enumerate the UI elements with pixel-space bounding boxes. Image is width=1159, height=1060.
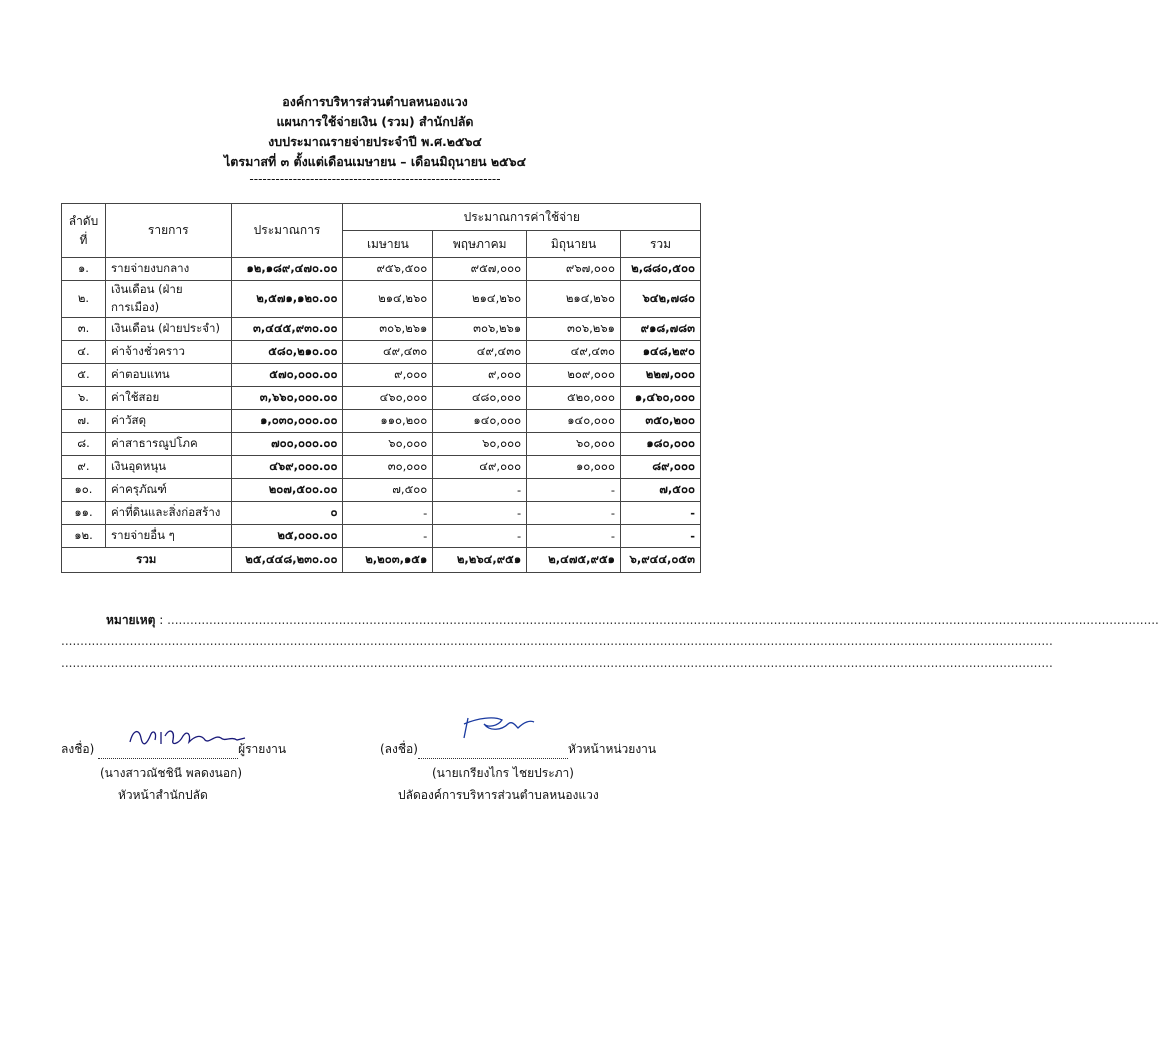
row-item: รายจ่ายงบกลาง [105, 258, 231, 281]
right-signer-name: (นายเกรียงไกร ไชยประภา) [432, 766, 574, 780]
table-row [62, 387, 701, 410]
row-june: ๑๔๐,๐๐๐ [527, 410, 621, 433]
right-handwritten-signature [458, 712, 538, 742]
row-estimate: ๓,๖๖๐,๐๐๐.๐๐ [231, 387, 343, 410]
row-no: ๘. [62, 433, 106, 456]
row-may: - [433, 525, 527, 548]
row-item: รายจ่ายอื่น ๆ [105, 525, 231, 548]
row-june: ๑๐,๐๐๐ [527, 456, 621, 479]
col-header-april: เมษายน [343, 231, 433, 258]
org-title: องค์การบริหารส่วนตำบลหนองแวง [282, 94, 468, 109]
row-no: ๖. [62, 387, 106, 410]
note-line-1 [61, 611, 1159, 630]
row-no: ๑๒. [62, 525, 106, 548]
table-row [62, 456, 701, 479]
row-june: ๖๐,๐๐๐ [527, 433, 621, 456]
table-row [62, 502, 701, 525]
row-june: - [527, 479, 621, 502]
row-may: ๙๕๗,๐๐๐ [433, 258, 527, 281]
col-header-estimate: ประมาณการ [231, 204, 343, 258]
col-header-no: ลำดับที่ [62, 204, 106, 258]
row-june: ๕๒๐,๐๐๐ [527, 387, 621, 410]
row-april: ๓๐,๐๐๐ [343, 456, 433, 479]
row-estimate: ๒๐๗,๕๐๐.๐๐ [231, 479, 343, 502]
col-header-may: พฤษภาคม [433, 231, 527, 258]
row-may: - [433, 479, 527, 502]
row-april: ๙,๐๐๐ [343, 364, 433, 387]
table-row [62, 433, 701, 456]
total-april: ๒,๒๐๓,๑๕๑ [343, 548, 433, 573]
row-may: ๔๙,๐๐๐ [433, 456, 527, 479]
row-item: ค่าใช้สอย [105, 387, 231, 410]
row-no: ๒. [62, 281, 106, 318]
row-april: ๔๖๐,๐๐๐ [343, 387, 433, 410]
row-no: ๑๑. [62, 502, 106, 525]
row-june: ๒๐๙,๐๐๐ [527, 364, 621, 387]
row-no: ๑๐. [62, 479, 106, 502]
left-signer-name: (นางสาวณัชชินี พลดงนอก) [100, 766, 242, 780]
table-row [62, 364, 701, 387]
right-signer-title: ปลัดองค์การบริหารส่วนตำบลหนองแวง [398, 788, 599, 802]
row-april: ๒๑๔,๒๖๐ [343, 281, 433, 318]
table-total-row [62, 548, 701, 573]
row-total: ๘๙,๐๐๐ [620, 456, 700, 479]
spending-plan-table [61, 203, 701, 573]
row-total: ๑,๔๖๐,๐๐๐ [620, 387, 700, 410]
row-june: ๓๐๖,๒๖๑ [527, 318, 621, 341]
total-may: ๒,๒๖๔,๙๕๑ [433, 548, 527, 573]
row-total: ๙๑๘,๗๘๓ [620, 318, 700, 341]
row-estimate: ๒,๕๗๑,๑๒๐.๐๐ [231, 281, 343, 318]
right-signature-line [380, 740, 656, 759]
table-row [62, 341, 701, 364]
row-total: - [620, 525, 700, 548]
col-header-spend-group: ประมาณการค่าใช้จ่าย [343, 204, 701, 231]
row-item: เงินเดือน (ฝ่ายการเมือง) [105, 281, 231, 318]
right-sign-prefix: (ลงชื่อ) [380, 742, 418, 756]
left-sign-role: ผู้รายงาน [238, 742, 287, 756]
right-sign-role: หัวหน้าหน่วยงาน [567, 742, 657, 756]
row-total: ๒๒๗,๐๐๐ [620, 364, 700, 387]
quarter-title: ไตรมาสที่ ๓ ตั้งแต่เดือนเมษายน – เดือนมิถุนายน ๒๕๖๔ [223, 154, 527, 169]
row-may: ๙,๐๐๐ [433, 364, 527, 387]
row-june: ๒๑๔,๒๖๐ [527, 281, 621, 318]
row-total: ๑๔๘,๒๙๐ [620, 341, 700, 364]
left-sign-prefix: ลงชื่อ) [61, 742, 95, 756]
row-june: ๔๙,๔๓๐ [527, 341, 621, 364]
note-dots-1: .................................................................................................................................................................................................................................................................... [167, 613, 1159, 627]
table-row [62, 281, 701, 318]
row-may: ๓๐๖,๒๖๑ [433, 318, 527, 341]
row-no: ๔. [62, 341, 106, 364]
row-total: ๖๔๒,๗๘๐ [620, 281, 700, 318]
row-may: ๖๐,๐๐๐ [433, 433, 527, 456]
row-estimate: ๕๘๐,๒๑๐.๐๐ [231, 341, 343, 364]
plan-title: แผนการใช้จ่ายเงิน (รวม) สำนักปลัด [276, 114, 474, 129]
table-row [62, 258, 701, 281]
table-row [62, 318, 701, 341]
total-label: รวม [62, 548, 232, 573]
header-rule: ---------------------------------------------------------- [249, 172, 501, 186]
row-may: - [433, 502, 527, 525]
note-dots-3: .................................................................................................................................................................................................................................................................... [61, 656, 1053, 670]
col-header-total: รวม [620, 231, 700, 258]
row-april: ๖๐,๐๐๐ [343, 433, 433, 456]
row-estimate: ๗๐๐,๐๐๐.๐๐ [231, 433, 343, 456]
total-june: ๒,๔๗๕,๙๕๑ [527, 548, 621, 573]
col-header-june: มิถุนายน [527, 231, 621, 258]
row-may: ๔๘๐,๐๐๐ [433, 387, 527, 410]
note-line-2 [61, 634, 1053, 648]
total-estimate: ๒๕,๔๔๘,๒๓๐.๐๐ [231, 548, 343, 573]
note-line-3 [61, 656, 1053, 670]
row-april: ๗,๕๐๐ [343, 479, 433, 502]
row-no: ๕. [62, 364, 106, 387]
row-item: ค่าสาธารณูปโภค [105, 433, 231, 456]
left-signer-title: หัวหน้าสำนักปลัด [118, 788, 208, 802]
note-label: หมายเหตุ [106, 613, 156, 627]
row-item: ค่าครุภัณฑ์ [105, 479, 231, 502]
row-april: ๔๙,๔๓๐ [343, 341, 433, 364]
row-no: ๑. [62, 258, 106, 281]
table-row [62, 479, 701, 502]
row-total: ๗,๕๐๐ [620, 479, 700, 502]
row-may: ๑๔๐,๐๐๐ [433, 410, 527, 433]
total-sum: ๖,๙๔๔,๐๕๓ [620, 548, 700, 573]
row-item: ค่าที่ดินและสิ่งก่อสร้าง [105, 502, 231, 525]
row-item: ค่าจ้างชั่วคราว [105, 341, 231, 364]
row-april: - [343, 502, 433, 525]
row-estimate: ๓,๔๔๕,๙๓๐.๐๐ [231, 318, 343, 341]
row-april: ๓๐๖,๒๖๑ [343, 318, 433, 341]
row-april: ๑๑๐,๒๐๐ [343, 410, 433, 433]
row-estimate: ๑๒,๑๘๙,๔๗๐.๐๐ [231, 258, 343, 281]
budget-title: งบประมาณรายจ่ายประจำปี พ.ศ.๒๕๖๔ [268, 134, 482, 149]
row-item: ค่าวัสดุ [105, 410, 231, 433]
row-june: - [527, 502, 621, 525]
table-row [62, 525, 701, 548]
row-item: ค่าตอบแทน [105, 364, 231, 387]
left-signature-line [61, 740, 286, 759]
row-estimate: ๔๖๙,๐๐๐.๐๐ [231, 456, 343, 479]
row-no: ๗. [62, 410, 106, 433]
row-may: ๒๑๔,๒๖๐ [433, 281, 527, 318]
right-sign-dotted-line [418, 758, 568, 759]
row-june: - [527, 525, 621, 548]
row-estimate: ๑,๐๓๐,๐๐๐.๐๐ [231, 410, 343, 433]
row-estimate: ๒๕,๐๐๐.๐๐ [231, 525, 343, 548]
row-item: เงินเดือน (ฝ่ายประจำ) [105, 318, 231, 341]
col-header-item: รายการ [105, 204, 231, 258]
row-no: ๙. [62, 456, 106, 479]
note-colon: : [155, 613, 168, 627]
row-april: ๙๕๖,๕๐๐ [343, 258, 433, 281]
row-item: เงินอุดหนุน [105, 456, 231, 479]
row-total: ๑๘๐,๐๐๐ [620, 433, 700, 456]
row-total: ๒,๘๘๐,๕๐๐ [620, 258, 700, 281]
row-estimate: ๐ [231, 502, 343, 525]
row-total: - [620, 502, 700, 525]
row-june: ๙๖๗,๐๐๐ [527, 258, 621, 281]
row-april: - [343, 525, 433, 548]
row-no: ๓. [62, 318, 106, 341]
table-row [62, 410, 701, 433]
note-dots-2: .................................................................................................................................................................................................................................................................... [61, 634, 1053, 648]
left-sign-dotted-line [98, 758, 238, 759]
row-total: ๓๕๐,๒๐๐ [620, 410, 700, 433]
document-header [0, 92, 750, 186]
row-may: ๔๙,๔๓๐ [433, 341, 527, 364]
row-estimate: ๕๗๐,๐๐๐.๐๐ [231, 364, 343, 387]
